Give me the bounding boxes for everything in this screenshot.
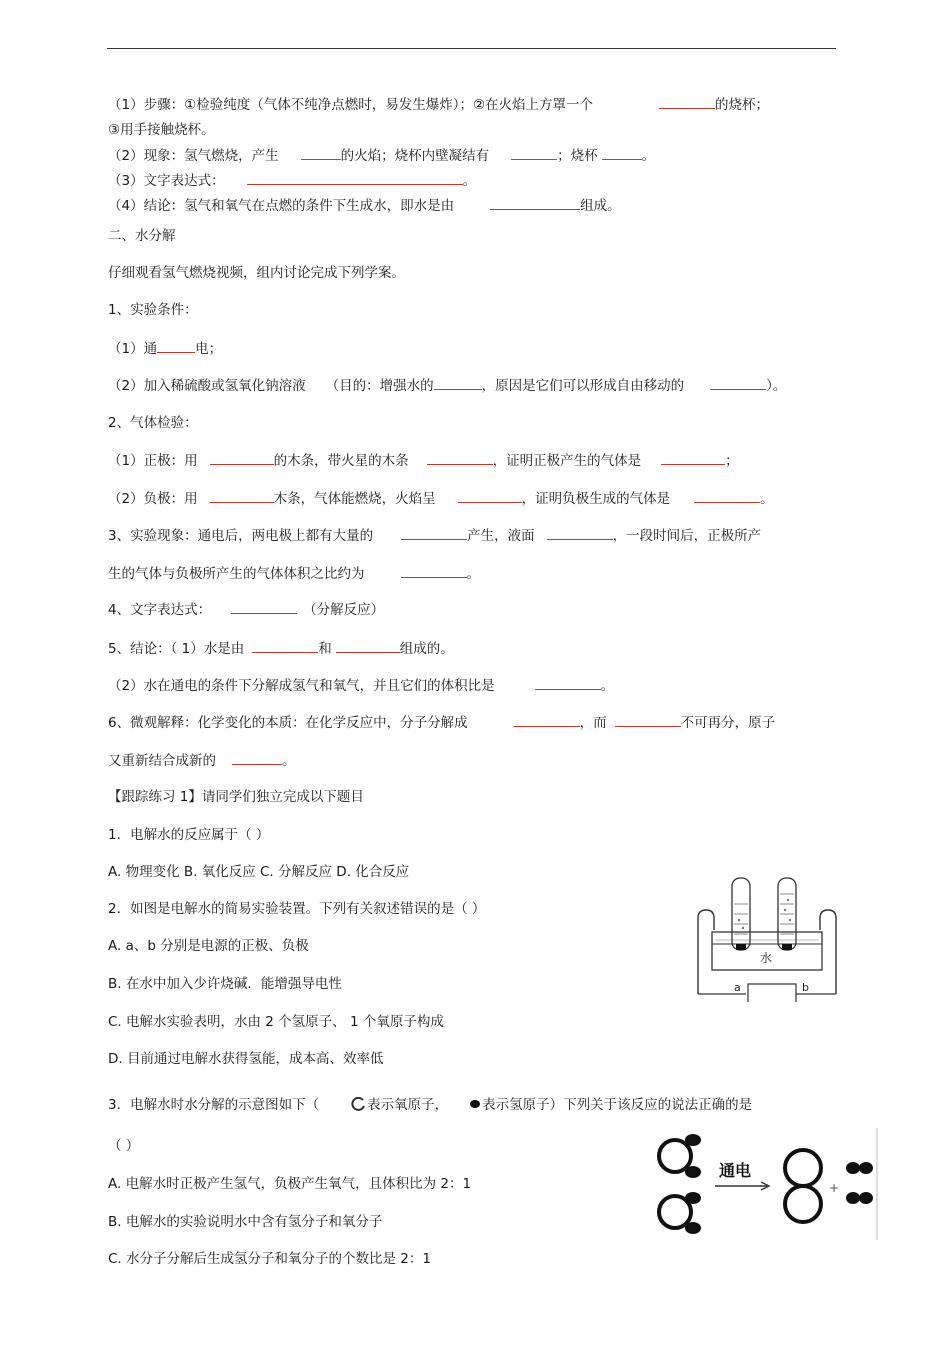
electrolysis-apparatus-figure bbox=[694, 874, 840, 1002]
answer-blank[interactable] bbox=[301, 146, 341, 160]
answer-blank[interactable] bbox=[710, 376, 766, 390]
practice-q2-option-c: C. 电解水实验表明，水由 2 个氢原子、 1 个氧原子构成 bbox=[108, 1014, 444, 1030]
practice-heading: 【跟踪练习 1】请同学们独立完成以下题目 bbox=[108, 789, 364, 805]
q3-line2: 生的气体与负极所产生的气体体积之比约为 。 bbox=[108, 566, 480, 582]
answer-blank[interactable] bbox=[232, 751, 282, 765]
answer-blank[interactable] bbox=[535, 676, 601, 690]
practice-q1-options: A. 物理变化 B. 氧化反应 C. 分解反应 D. 化合反应 bbox=[108, 864, 410, 880]
q4: 4、文字表达式： （分解反应） bbox=[108, 602, 385, 618]
answer-blank[interactable] bbox=[547, 526, 613, 540]
practice-q2-option-b: B. 在水中加入少许烧碱．能增强导电性 bbox=[108, 976, 342, 992]
answer-blank[interactable] bbox=[210, 489, 274, 503]
water-label: 水 bbox=[760, 951, 773, 965]
oxygen-atom-icon bbox=[351, 1097, 367, 1111]
q1-b: （2）加入稀硫酸或氢氧化钠溶液 （目的：增强水的 ，原因是它们可以形成自由移动的 ）。 bbox=[108, 378, 787, 394]
intro-step4: （4）结论：氢气和氧气在点燃的条件下生成水，即水是由 组成。 bbox=[108, 198, 621, 214]
practice-q3-option-b: B. 电解水的实验说明水中含有氢分子和氧分子 bbox=[108, 1214, 383, 1230]
answer-blank[interactable] bbox=[458, 489, 522, 503]
answer-blank[interactable] bbox=[157, 339, 195, 353]
header-rule bbox=[107, 48, 836, 49]
section-heading: 二、水分解 bbox=[108, 228, 176, 244]
q2-title: 2、气体检验： bbox=[108, 415, 198, 431]
intro-step1: （1）步骤：①检验纯度（气体不纯净点燃时，易发生爆炸）；②在火焰上方罩一个 的烧杯； bbox=[108, 97, 770, 113]
practice-q3-option-a: A. 电解水时正极产生氢气，负极产生氧气，且体积比为 2：1 bbox=[108, 1176, 472, 1192]
answer-blank[interactable] bbox=[511, 146, 557, 160]
practice-q3: 3．电解水时水分解的示意图如下（ 表示氧原子， 表示氢原子）下列关于该反应的说法正确的是 bbox=[108, 1097, 753, 1113]
q6-line2: 又重新结合成新的 。 bbox=[108, 753, 296, 769]
intro-step1b: ③用手接触烧杯。 bbox=[108, 122, 215, 138]
practice-q2-option-d: D. 目前通过电解水获得氢能，成本高、效率低 bbox=[108, 1051, 384, 1067]
answer-blank[interactable] bbox=[694, 489, 760, 503]
practice-q3-paren: （ ） bbox=[108, 1138, 140, 1154]
answer-blank[interactable] bbox=[247, 171, 463, 185]
answer-blank[interactable] bbox=[210, 451, 274, 465]
plus-sign: + bbox=[829, 1181, 840, 1195]
practice-q2: 2．如图是电解水的简易实验装置。下列有关叙述错误的是（ ） bbox=[108, 901, 486, 917]
q5-b: （2）水在通电的条件下分解成氢气和氧气，并且它们的体积比是 。 bbox=[108, 678, 615, 694]
intro-step2: （2）现象：氢气燃烧，产生 的火焰；烧杯内壁凝结有 ；烧杯 。 bbox=[108, 148, 656, 164]
answer-blank[interactable] bbox=[490, 196, 580, 210]
q1-a: （1）通 电； bbox=[108, 341, 223, 357]
practice-q3-option-c: C. 水分子分解后生成氢分子和氧分子的个数比是 2：1 bbox=[108, 1251, 431, 1267]
answer-blank[interactable] bbox=[602, 146, 642, 160]
water-decomposition-diagram bbox=[655, 1128, 879, 1240]
electrode-label-b: b bbox=[802, 981, 809, 994]
electrode-label-a: a bbox=[734, 981, 741, 994]
answer-blank[interactable] bbox=[401, 564, 467, 578]
answer-blank[interactable] bbox=[434, 376, 482, 390]
answer-blank[interactable] bbox=[252, 639, 318, 653]
answer-blank[interactable] bbox=[615, 713, 681, 727]
electrolysis-arrow-label: 通电 bbox=[719, 1161, 752, 1180]
answer-blank[interactable] bbox=[231, 600, 297, 614]
q2-a: （1）正极：用 的木条，带火星的木条 ，证明正极产生的气体是 ； bbox=[108, 453, 739, 469]
answer-blank[interactable] bbox=[401, 526, 467, 540]
hydrogen-atom-icon bbox=[468, 1097, 482, 1111]
q5-a: 5、结论：（ 1）水是由 和 组成的。 bbox=[108, 641, 454, 657]
q2-b: （2）负极：用 木条，气体能燃烧，火焰呈 ，证明负极生成的气体是 。 bbox=[108, 491, 774, 507]
answer-blank[interactable] bbox=[661, 451, 725, 465]
practice-q2-option-a: A. a、b 分别是电源的正极、负极 bbox=[108, 938, 309, 954]
q3-line1: 3、实验现象：通电后，两电极上都有大量的 产生，液面 ，一段时间后，正极所产 bbox=[108, 528, 762, 544]
q6-line1: 6、微观解释：化学变化的本质：在化学反应中，分子分解成 ，而 不可再分，原子 bbox=[108, 715, 776, 731]
answer-blank[interactable] bbox=[427, 451, 493, 465]
answer-blank[interactable] bbox=[659, 95, 715, 109]
intro-step3: （3）文字表达式： 。 bbox=[108, 173, 477, 189]
practice-q1: 1．电解水的反应属于（ ） bbox=[108, 827, 270, 843]
answer-blank[interactable] bbox=[336, 639, 400, 653]
q1-title: 1、实验条件： bbox=[108, 302, 198, 318]
answer-blank[interactable] bbox=[514, 713, 580, 727]
section-intro: 仔细观看氢气燃烧视频，组内讨论完成下列学案。 bbox=[108, 265, 405, 281]
